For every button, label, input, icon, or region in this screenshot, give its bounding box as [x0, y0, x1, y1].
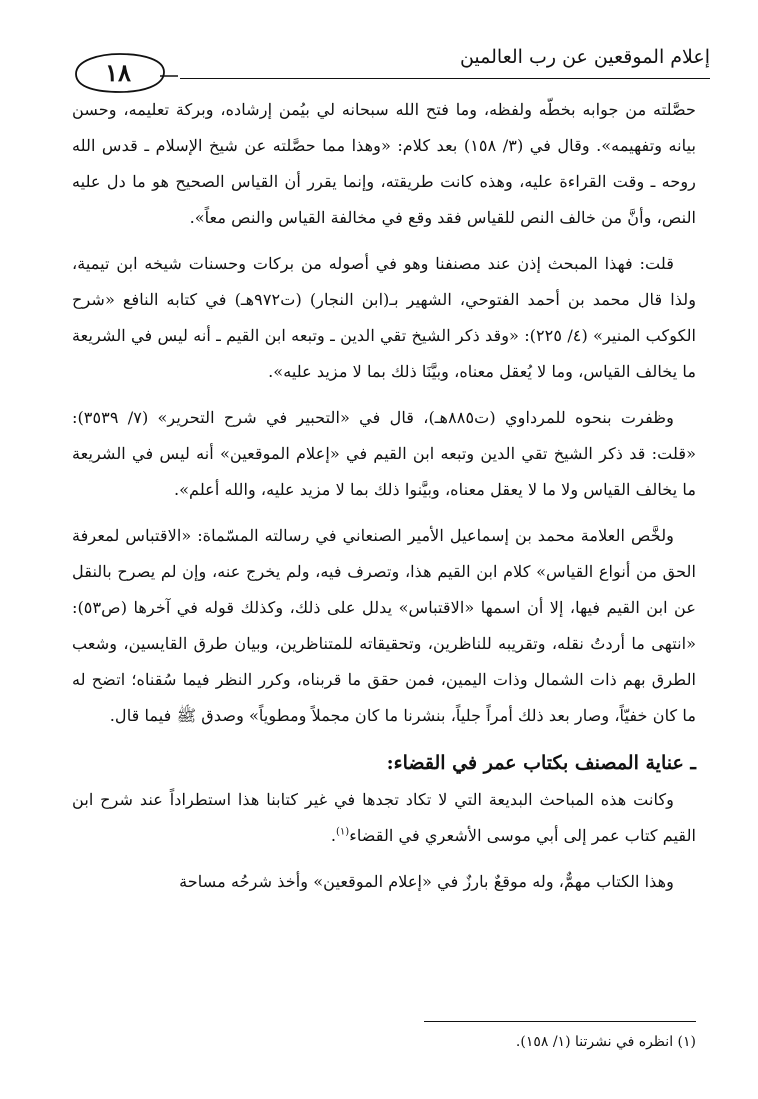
paragraph-tail: .	[330, 826, 337, 845]
paragraph: وظفرت بنحوه للمرداوي (ت٨٨٥هـ)، قال في «التحبير في شرح التحرير» (٧/ ٣٥٣٩): «قلت: قد ذكر الشيخ تقي الدين وتبعه ابن القيم في «إعلام الموقعين» أنه ليس في الشريعة ما يخالف القياس ولا ما لا يعقل معناه، وبيَّنوا ذلك بما لا مزيد عليه، والله أعلم».	[72, 408, 696, 499]
section-heading: ـ عناية المصنف بكتاب عمر في القضاء:	[386, 752, 696, 774]
footnote-rule	[424, 1021, 696, 1022]
paragraph	[72, 864, 696, 900]
paragraph: ولخَّص العلامة محمد بن إسماعيل الأمير الصنعاني في رسالته المسّماة: «الاقتباس لمعرفة الحق من أنواع القياس» كلام ابن القيم هذا، وتصرف فيه، ولم يخرج عنه، وإن لم يصرح بالنقل عن ابن القيم فيها، إلا أن اسمها «الاقتباس» يدلل على ذلك، وكذلك قوله في آخرها (ص٥٣): «انتهى ما أردتُ نقله، وتقريبه للناظرين، وتحقيقاته للمتناظرين، وبيان طرق القايسين، وشعب الطرق بهم ذات الشمال وذات اليمين، فمن حقق ما قربناه، وكرر النظر فيما سُقناه؛ اتضح له ما كان خفيّاً، وصار بعد ذلك أمراً جلياً، بنشرنا ما كان مجملاً ومطوياً» وصدق ﷺ فيما قال.	[72, 526, 696, 725]
paragraph: قلت: فهذا المبحث إذن عند مصنفنا وهو في أصوله من بركات وحسنات شيخه ابن تيمية، ولذا قال محمد بن أحمد الفتوحي، الشهير بـ(ابن النجار) (ت٩٧٢هـ) في كتابه النافع «شرح الكوكب المنير» (٤/ ٢٢٥): «وقد ذكر الشيخ تقي الدين ـ وتبعه ابن القيم ـ أنه ليس في الشريعة ما يخالف القياس، وما لا يُعقل معناه، وبيَّنَا ذلك بما لا مزيد عليه».	[72, 254, 697, 381]
page-number: ١٨	[105, 58, 131, 87]
paragraph	[72, 782, 696, 854]
paragraph-text: وهذا الكتاب مهمٌّ، وله موقعٌ بارزٌ في «إعلام الموقعين» وأخذ شرحُه مساحة	[179, 872, 674, 891]
running-header	[70, 40, 710, 92]
footnote: (١) انظره في نشرتنا (١/ ١٥٨).	[515, 1034, 696, 1050]
paragraph-text: وكانت هذه المباحث البديعة التي لا تكاد تجدها في غير كتابنا هذا استطراداً عند شرح ابن القيم كتاب عمر إلى أبي موسى الأشعري في القضاء	[72, 790, 696, 845]
page-number-oval	[70, 50, 178, 96]
header-rule	[180, 78, 710, 79]
page-body	[72, 92, 696, 900]
footnote-ref[interactable]: (١)	[336, 826, 350, 838]
paragraph: حصَّلته من جوابه بخطّه ولفظه، وما فتح الله سبحانه لي بيُمن إرشاده، وبركة تعليمه، وحسن بيانه وتفهيمه». وقال في (٣/ ١٥٨) بعد كلام: «وهذا مما حصَّلته عن شيخ الإسلام ـ قدس الله روحه ـ وقت القراءة عليه، وهذه كانت طريقته، وإنما يقرر أن القياس الصحيح هو ما دل عليه النص، وأنَّ من خالف النص للقياس فقد وقع في مخالفة القياس والنص معاً».	[72, 100, 697, 227]
book-title: إعلام الموقعين عن رب العالمين	[459, 46, 710, 68]
